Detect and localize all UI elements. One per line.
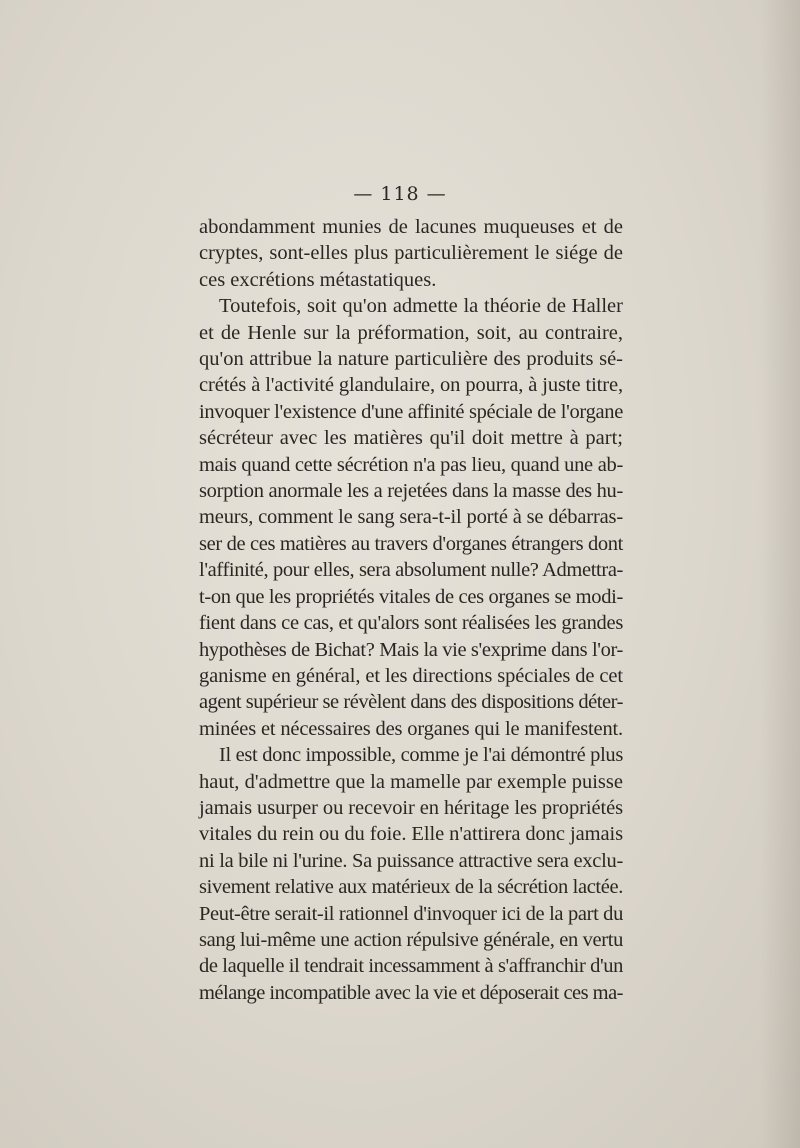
text-line: vitales du rein ou du foie. Elle n'attirera donc jamais	[199, 823, 623, 846]
page-number: — 118 —	[353, 183, 447, 205]
text-line: crétés à l'activité glandulaire, on pourra, à juste titre,	[199, 374, 623, 397]
text-line: t-on que les propriétés vitales de ces organes se modi-	[199, 585, 623, 608]
text-line: jamais usurper ou recevoir en héritage les propriétés	[199, 796, 623, 819]
text-line: Peut-être serait-il rationnel d'invoquer ici de la part du	[199, 902, 623, 925]
text-line: l'affinité, pour elles, sera absolument nulle? Admettra-	[199, 559, 623, 582]
text-line: ces excrétions métastatiques.	[199, 268, 437, 291]
text-line: minées et nécessaires des organes qui le manifestent.	[199, 717, 623, 740]
text-line: Toutefois, soit qu'on admette la théorie de Haller	[219, 295, 623, 318]
body-text	[199, 214, 623, 1006]
text-line: hypothèses de Bichat? Mais la vie s'exprime dans l'or-	[199, 638, 623, 661]
text-line: de laquelle il tendrait incessamment à s'affranchir d'un	[199, 955, 623, 978]
text-line: mélange incompatible avec la vie et déposerait ces ma-	[199, 981, 623, 1004]
text-line: invoquer l'existence d'une affinité spéciale de l'organe	[199, 400, 623, 423]
text-line: ser de ces matières au travers d'organes étrangers dont	[199, 532, 623, 555]
page-edge-shadow	[760, 0, 800, 1148]
text-line: ganisme en général, et les directions spéciales de cet	[199, 664, 623, 687]
text-line: qu'on attribue la nature particulière des produits sé-	[199, 348, 623, 371]
text-line: sécréteur avec les matières qu'il doit mettre à part;	[199, 427, 623, 450]
text-line: mais quand cette sécrétion n'a pas lieu, quand une ab-	[199, 453, 623, 476]
text-line: Il est donc impossible, comme je l'ai démontré plus	[219, 744, 623, 767]
text-line: cryptes, sont-elles plus particulièrement le siége de	[199, 242, 623, 265]
text-line: ni la bile ni l'urine. Sa puissance attractive sera exclu-	[199, 849, 623, 872]
text-line: sivement relative aux matérieux de la sécrétion lactée.	[199, 876, 624, 899]
text-line: fient dans ce cas, et qu'alors sont réalisées les grandes	[199, 612, 623, 635]
text-line: meurs, comment le sang sera-t-il porté à se débarras-	[199, 506, 623, 529]
text-line: abondamment munies de lacunes muqueuses et de	[199, 216, 623, 238]
text-line: et de Henle sur la préformation, soit, au contraire,	[199, 321, 623, 344]
text-line: agent supérieur se révèlent dans des dispositions déter-	[199, 691, 623, 714]
text-line: sang lui-même une action répulsive générale, en vertu	[199, 928, 623, 951]
text-line: sorption anormale les a rejetées dans la masse des hu-	[199, 480, 623, 503]
text-line: haut, d'admettre que la mamelle par exemple puisse	[199, 770, 623, 793]
